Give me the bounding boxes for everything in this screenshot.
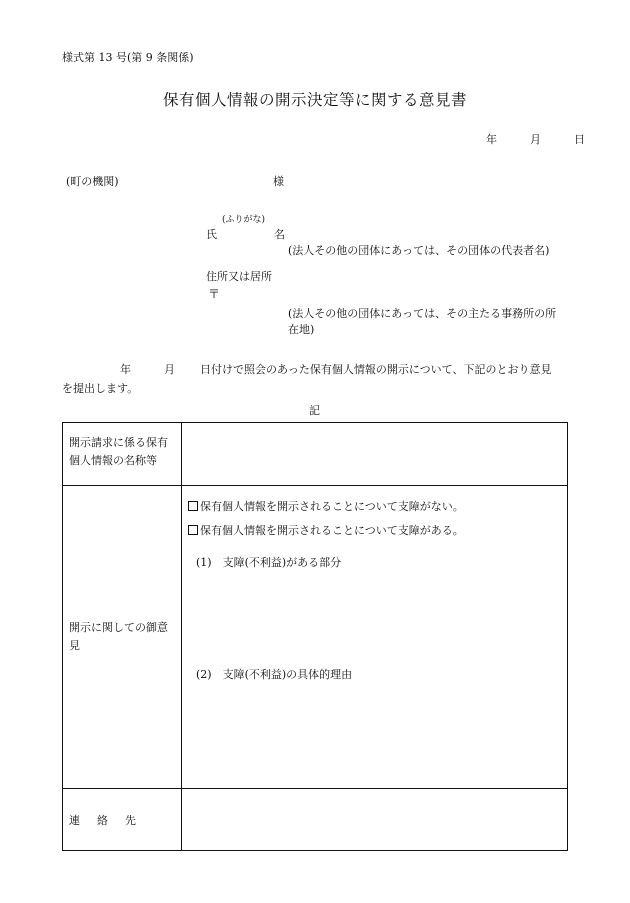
date-month-label: 月 xyxy=(530,133,541,146)
address-note-line2: 在地) xyxy=(288,323,315,336)
row3-value-cell[interactable] xyxy=(182,789,568,851)
address-label: 住所又は居所 xyxy=(206,270,272,283)
furigana-label: (ふりがな) xyxy=(222,215,266,225)
addressee-org: (町の機関) xyxy=(66,175,119,188)
ki-heading: 記 xyxy=(309,404,320,417)
body-line2: を提出します。 xyxy=(62,382,139,395)
table-row-contact xyxy=(63,789,568,851)
table-row-info-name xyxy=(63,423,568,486)
name-note: (法人その他の団体にあっては、その団体の代表者名) xyxy=(288,244,550,257)
contact-label-char2: 絡 xyxy=(97,813,108,827)
section2-heading: (2) 支障(不利益)の具体的理由 xyxy=(196,668,353,681)
date-day-label: 日 xyxy=(574,133,585,146)
row2-label-line2: 見 xyxy=(69,639,80,652)
section1-heading: (1) 支障(不利益)がある部分 xyxy=(196,556,342,569)
option-no-issue-label: 保有個人情報を開示されることについて支障がない。 xyxy=(200,500,464,513)
postal-mark: 〒 xyxy=(208,287,221,301)
opinion-table xyxy=(62,422,568,851)
option-no-issue[interactable] xyxy=(188,498,567,516)
document-title: 保有個人情報の開示決定等に関する意見書 xyxy=(162,91,467,109)
contact-label-char3: 先 xyxy=(125,813,136,827)
name-label-first-char: 氏 xyxy=(206,228,217,241)
body-year-label: 年 xyxy=(120,363,131,376)
body-line1-text: 日付けで照会のあった保有個人情報の開示について、下記のとおり意見 xyxy=(200,363,552,376)
option-issue-label: 保有個人情報を開示されることについて支障がある。 xyxy=(200,524,464,537)
row1-label-cell xyxy=(63,423,182,486)
option-issue[interactable] xyxy=(188,522,567,540)
row2-label-cell xyxy=(63,486,182,789)
row2-label-line1: 開示に関しての御意 xyxy=(69,621,168,634)
body-line1 xyxy=(120,361,551,377)
row1-label-line1: 開示請求に係る保有 xyxy=(69,436,168,449)
body-month-label: 月 xyxy=(164,363,175,376)
name-label-second-char: 名 xyxy=(274,228,285,241)
row2-value-cell xyxy=(182,486,568,789)
checkbox-no-issue[interactable] xyxy=(188,501,198,511)
table-row-opinion xyxy=(63,486,568,789)
contact-label-char1: 連 xyxy=(69,813,80,827)
row1-label-line2: 個人情報の名称等 xyxy=(69,454,157,467)
date-year-label: 年 xyxy=(486,133,497,146)
address-note-line1: (法人その他の団体にあっては、その主たる事務所の所 xyxy=(288,307,557,320)
row3-label-cell xyxy=(63,789,182,851)
form-number: 様式第 13 号(第 9 条関係) xyxy=(62,51,194,64)
checkbox-issue[interactable] xyxy=(188,525,198,535)
row1-value-cell[interactable] xyxy=(182,423,568,486)
date-line xyxy=(486,131,585,147)
addressee-honorific: 様 xyxy=(273,175,284,188)
name-label xyxy=(206,226,285,242)
